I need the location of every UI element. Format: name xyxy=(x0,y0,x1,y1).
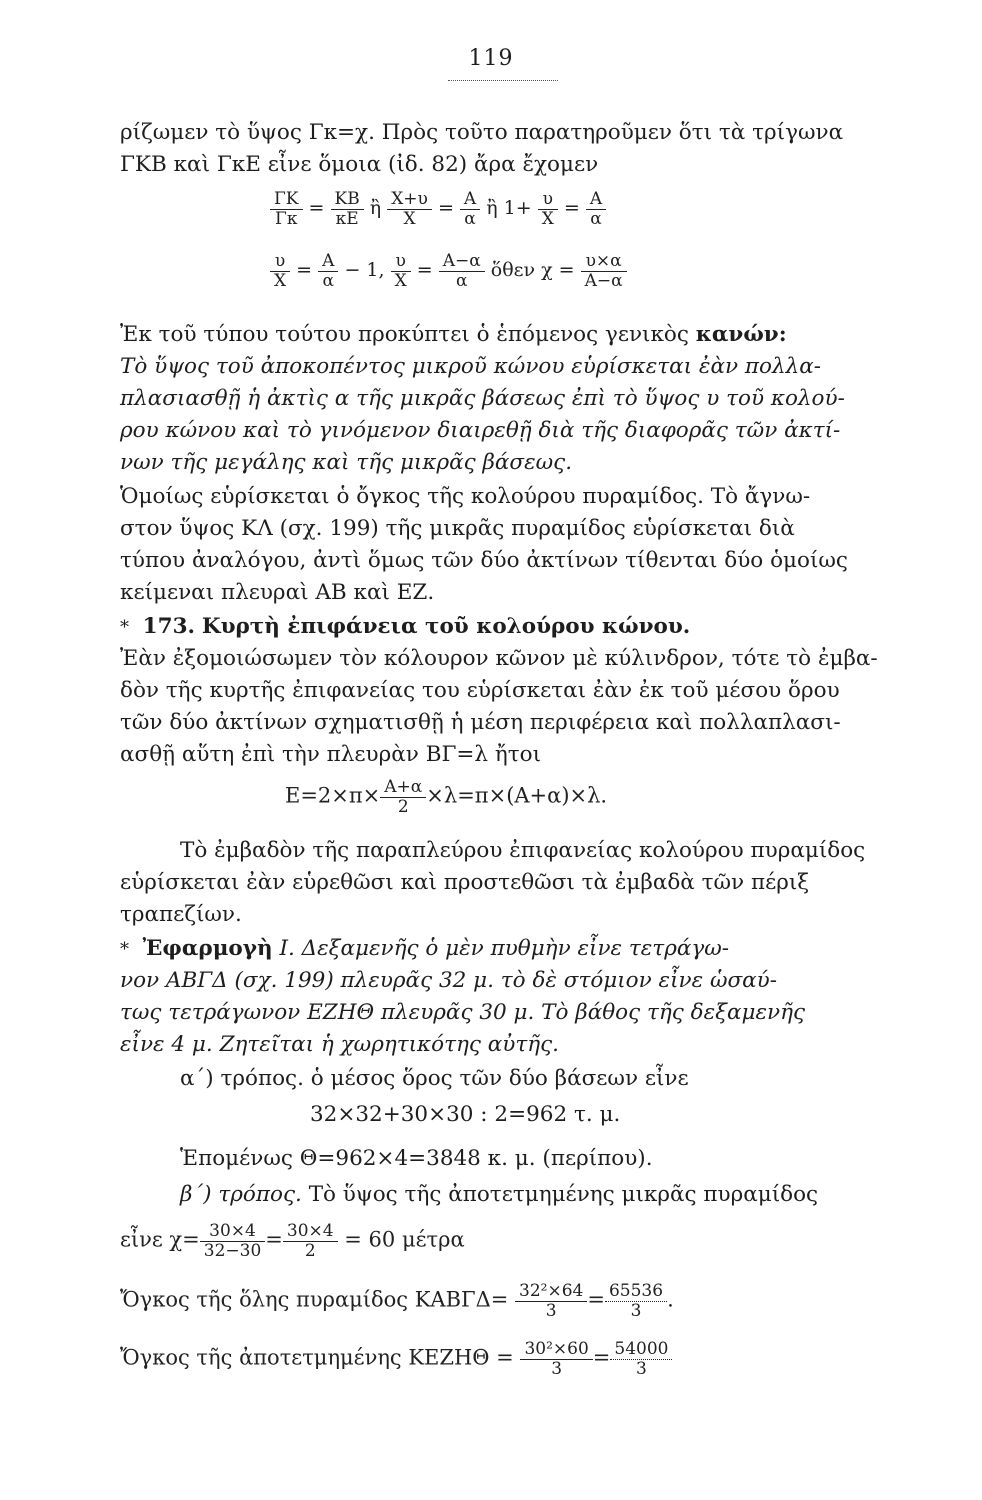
fraction: $\frac{A}{\alpha}$ xyxy=(318,252,338,290)
fraction: $\frac{A}{\alpha}$ xyxy=(586,190,606,228)
section-title: Κυρτὴ ἐπιφάνεια τοῦ κολούρου κώνου. xyxy=(201,614,691,639)
text-line-27: β΄) τρόπος. Τὸ ὕψος τῆς ἀποτετμημένης μικρᾶς πυραμίδος xyxy=(180,1182,819,1207)
fraction: $\frac{A-\alpha}{\alpha}$ xyxy=(439,252,485,290)
rule-line-2: πλασιασθῇ ἡ ἀκτὶς α τῆς μικρᾶς βάσεως ἐπὶ τὸ ὕψος υ τοῦ κολού- xyxy=(120,386,845,411)
equation-lateral-area: Ε=2×π× $\frac{A+\alpha}{2}$ ×λ=π×(Α+α)×λ. xyxy=(285,777,608,817)
section-number: 173. xyxy=(142,614,196,639)
fraction: $\frac{30\times 4}{2}$ xyxy=(283,1222,338,1260)
fraction: $\frac{54000}{3}$ xyxy=(610,1340,672,1378)
text-line-16: ασθῇ αὕτη ἐπὶ τὴν πλευρὰν ΒΓ=λ ἤτοι xyxy=(120,742,542,767)
rule-line-4: νων τῆς μεγάλης καὶ τῆς μικρᾶς βάσεως. xyxy=(120,450,573,475)
fraction: $\frac{X+\upsilon}{X}$ xyxy=(387,190,432,228)
fraction: $\frac{30\times 4}{32-30}$ xyxy=(200,1222,266,1260)
section-heading-173 xyxy=(120,612,910,643)
text-line-19: τραπεζίων. xyxy=(120,902,242,927)
text-line-3: Ἐκ τοῦ τύπου τούτου προκύπτει ὁ ἑπόμενος γενικὸς κανών: xyxy=(120,322,787,347)
equation-similar-triangles: $\frac{\Gamma K}{\Gamma\kappa}$ = $\frac{KB}{\kappa E}$ ἢ $\frac{X+\upsilon}{X}$ = $\frac{A}{\alpha}$ ἢ 1+ $\frac{\upsilon}{X}$ = $\frac{A}{\alpha}$ xyxy=(270,190,606,228)
text-line-10: τύπου ἀναλόγου, ἀντὶ ὅμως τῶν δύο ἀκτίνων τίθενται δύο ὁμοίως xyxy=(120,548,848,573)
fraction: $\frac{\upsilon}{X}$ xyxy=(270,252,290,290)
fraction: $\frac{\upsilon\times\alpha}{A-\alpha}$ xyxy=(581,252,627,290)
application-heading: * Ἐφαρμογὴ I. Δεξαμενῆς ὁ μὲν πυθμὴν εἶνε τετράγω- xyxy=(120,936,730,961)
text-line-21: νον ΑΒΓΔ (σχ. 199) πλευρᾶς 32 μ. τὸ δὲ στόμιον εἶνε ὡσαύ- xyxy=(120,968,777,993)
text-line-2: ΓΚΒ καὶ ΓκΕ εἶνε ὅμοια (ἰδ. 82) ἄρα ἔχομεν xyxy=(120,152,599,177)
rule-line-3: ρου κώνου καὶ τὸ γινόμενον διαιρεθῇ διὰ τῆς διαφορᾶς τῶν ἀκτί- xyxy=(120,418,841,443)
text-line-18: εὑρίσκεται ἐὰν εὑρεθῶσι καὶ προστεθῶσι τὰ ἐμβαδὰ τῶν πέριξ xyxy=(120,870,810,895)
fraction: $\frac{65536}{3}$ xyxy=(605,1282,667,1320)
text-line-9: στον ὕψος ΚΛ (σχ. 199) τῆς μικρᾶς πυραμίδος εὑρίσκεται διὰ xyxy=(120,516,795,541)
rule-label: κανών: xyxy=(695,322,787,347)
equation-cut-volume: Ὄγκος τῆς ἀποτετμημένης ΚΕΖΗΘ = $\frac{\text{30²×60}}{3}$ = $\frac{54000}{3}$ xyxy=(120,1340,672,1378)
text-line-13: Ἐὰν ἐξομοιώσωμεν τὸν κόλουρον κῶνον μὲ κύλινδρον, τότε τὸ ἐμβα- xyxy=(120,646,878,671)
page-number: 119 xyxy=(468,46,514,71)
text-line-17: Τὸ ἐμβαδὸν τῆς παραπλεύρου ἐπιφανείας κολούρου πυραμίδος xyxy=(180,838,866,863)
star-mark: * xyxy=(120,939,129,960)
text-line-22: τως τετράγωνον ΕΖΗΘ πλευρᾶς 30 μ. Τὸ βάθος τῆς δεξαμενῆς xyxy=(120,1000,805,1025)
equation-whole-volume: Ὄγκος τῆς ὅλης πυραμίδος ΚΑΒΓΔ= $\frac{\text{32²×64}}{3}$ = $\frac{65536}{3}$ . xyxy=(120,1281,674,1321)
text-line-1: ρίζωμεν τὸ ὕψος Γκ=χ. Πρὸς τοῦτο παρατηροῦμεν ὅτι τὰ τρίγωνα xyxy=(120,120,844,145)
equation-small-height: εἶνε χ= $\frac{30\times 4}{32-30}$ = $\frac{30\times 4}{2}$ = 60 μέτρα xyxy=(120,1221,465,1261)
text-line-15: τῶν δύο ἀκτίνων σχηματισθῇ ἡ μέση περιφέρεια καὶ πολλαπλασι- xyxy=(120,710,841,735)
fraction: $\frac{\upsilon}{X}$ xyxy=(391,252,411,290)
calc-mean-area: 32×32+30×30 : 2=962 τ. μ. xyxy=(310,1102,621,1127)
fraction: $\frac{A}{\alpha}$ xyxy=(460,190,480,228)
fraction: $\frac{\Gamma K}{\Gamma\kappa}$ xyxy=(270,190,303,228)
text-line-8: Ὁμοίως εὑρίσκεται ὁ ὄγκος τῆς κολούρου πυραμίδος. Τὸ ἄγνω- xyxy=(120,484,811,509)
equation-height-formula: $\frac{\upsilon}{X}$ = $\frac{A}{\alpha}$ − 1, $\frac{\upsilon}{X}$ = $\frac{A-\alpha}{\alpha}$ ὅθεν χ = $\frac{\upsilon\times\alpha}{A-\alpha}$ xyxy=(270,252,627,290)
fraction: $\frac{\text{30²×60}}{3}$ xyxy=(520,1340,592,1378)
text-line-11: κείμεναι πλευραὶ ΑΒ καὶ ΕΖ. xyxy=(120,580,435,605)
text-line-23: εἶνε 4 μ. Ζητεῖται ἡ χωρητικότης αὐτῆς. xyxy=(120,1032,559,1057)
fraction: $\frac{KB}{\kappa E}$ xyxy=(331,190,364,228)
fraction: $\frac{A+\alpha}{2}$ xyxy=(380,778,426,816)
text-line-24: α΄) τρόπος. ὁ μέσος ὅρος τῶν δύο βάσεων εἶνε xyxy=(180,1066,689,1091)
fraction: $\frac{\upsilon}{X}$ xyxy=(538,190,558,228)
rule-line-1: Τὸ ὕψος τοῦ ἀποκοπέντος μικροῦ κώνου εὑρίσκεται ἐὰν πολλα- xyxy=(120,354,821,379)
application-label: Ἐφαρμογὴ xyxy=(142,936,273,961)
page-number-rule xyxy=(448,80,558,81)
text-line-26: Ἑπομένως Θ=962×4=3848 κ. μ. (περίπου). xyxy=(180,1146,653,1171)
fraction: $\frac{\text{32²×64}}{3}$ xyxy=(515,1282,587,1320)
star-mark: * xyxy=(120,617,129,638)
text-line-14: δὸν τῆς κυρτῆς ἐπιφανείας του εὑρίσκεται ἐὰν ἐκ τοῦ μέσου ὅρου xyxy=(120,678,840,703)
